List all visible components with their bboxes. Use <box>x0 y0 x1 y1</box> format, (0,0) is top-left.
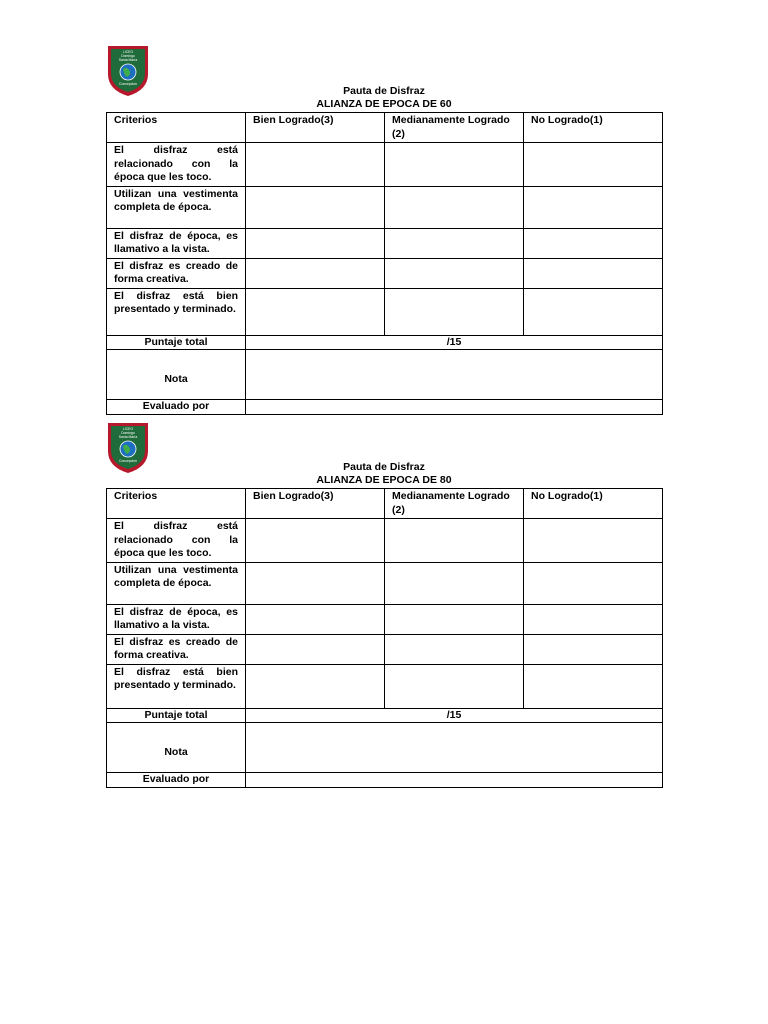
logo-text-1: LICEO <box>122 50 134 54</box>
rubric-titles <box>106 461 662 487</box>
criterion-cell: Utilizan una vestimenta completa de época. <box>107 562 246 604</box>
total-value[interactable]: /15 <box>246 708 663 723</box>
rubric-table <box>106 488 663 788</box>
score-cell[interactable] <box>524 562 663 604</box>
total-row <box>107 335 663 350</box>
logo-text-4: Concepción <box>119 459 137 463</box>
score-cell[interactable] <box>385 634 524 664</box>
logo-text-3: Santa María <box>118 58 138 62</box>
evaluated-label: Evaluado por <box>107 773 246 788</box>
evaluated-value[interactable] <box>246 400 663 415</box>
table-row <box>107 186 663 228</box>
nota-label: Nota <box>107 723 246 773</box>
evaluated-row <box>107 400 663 415</box>
rubric-title: Pauta de Disfraz <box>343 85 425 97</box>
criterion-cell: El disfraz de época, es llamativo a la vista. <box>107 228 246 258</box>
score-cell[interactable] <box>246 228 385 258</box>
score-cell[interactable] <box>524 604 663 634</box>
criterion-cell: El disfraz es creado de forma creativa. <box>107 634 246 664</box>
header-row <box>107 113 663 143</box>
evaluated-row <box>107 773 663 788</box>
logo-text-3: Santa María <box>118 435 138 439</box>
total-label: Puntaje total <box>107 335 246 350</box>
table-row <box>107 562 663 604</box>
score-cell[interactable] <box>524 288 663 335</box>
rubric-titles <box>106 85 662 111</box>
header-criterios: Criterios <box>107 113 246 143</box>
rubric-subtitle: ALIANZA DE EPOCA DE 60 <box>316 98 452 110</box>
nota-row <box>107 350 663 400</box>
table-row <box>107 634 663 664</box>
score-cell[interactable] <box>246 604 385 634</box>
table-row <box>107 288 663 335</box>
score-cell[interactable] <box>524 143 663 187</box>
nota-label: Nota <box>107 350 246 400</box>
score-cell[interactable] <box>246 186 385 228</box>
score-cell[interactable] <box>246 664 385 708</box>
score-cell[interactable] <box>385 664 524 708</box>
total-row <box>107 708 663 723</box>
score-cell[interactable] <box>385 288 524 335</box>
logo-text-4: Concepción <box>119 82 137 86</box>
logo-text-2: Domingo <box>121 431 135 435</box>
nota-row <box>107 723 663 773</box>
criterion-cell: El disfraz es creado de forma creativa. <box>107 258 246 288</box>
criterion-cell: El disfraz está bien presentado y terminado. <box>107 664 246 708</box>
evaluated-label: Evaluado por <box>107 400 246 415</box>
score-cell[interactable] <box>385 519 524 563</box>
header-criterios: Criterios <box>107 489 246 519</box>
table-row <box>107 228 663 258</box>
criterion-cell: El disfraz de época, es llamativo a la vista. <box>107 604 246 634</box>
table-row <box>107 143 663 187</box>
score-cell[interactable] <box>246 634 385 664</box>
header-no-logrado: No Logrado(1) <box>524 113 663 143</box>
criterion-cell: El disfraz está bien presentado y terminado. <box>107 288 246 335</box>
score-cell[interactable] <box>385 228 524 258</box>
score-cell[interactable] <box>246 562 385 604</box>
score-cell[interactable] <box>385 604 524 634</box>
nota-value[interactable] <box>246 723 663 773</box>
evaluated-value[interactable] <box>246 773 663 788</box>
table-row <box>107 519 663 563</box>
logo-text-2: Domingo <box>121 54 135 58</box>
total-label: Puntaje total <box>107 708 246 723</box>
score-cell[interactable] <box>385 562 524 604</box>
score-cell[interactable] <box>524 228 663 258</box>
nota-value[interactable] <box>246 350 663 400</box>
score-cell[interactable] <box>524 258 663 288</box>
score-cell[interactable] <box>385 258 524 288</box>
score-cell[interactable] <box>385 143 524 187</box>
score-cell[interactable] <box>246 143 385 187</box>
table-row <box>107 258 663 288</box>
header-no-logrado: No Logrado(1) <box>524 489 663 519</box>
score-cell[interactable] <box>246 258 385 288</box>
criterion-cell: El disfraz está relacionado con la época que les toco. <box>107 519 246 563</box>
header-medianamente-logrado: Medianamente Logrado (2) <box>385 113 524 143</box>
score-cell[interactable] <box>246 288 385 335</box>
rubric-table <box>106 112 663 415</box>
score-cell[interactable] <box>246 519 385 563</box>
header-bien-logrado: Bien Logrado(3) <box>246 489 385 519</box>
header-row <box>107 489 663 519</box>
rubric-subtitle: ALIANZA DE EPOCA DE 80 <box>316 474 452 486</box>
criterion-cell: El disfraz está relacionado con la época que les toco. <box>107 143 246 187</box>
total-value[interactable]: /15 <box>246 335 663 350</box>
header-medianamente-logrado: Medianamente Logrado (2) <box>385 489 524 519</box>
table-row <box>107 604 663 634</box>
table-row <box>107 664 663 708</box>
rubric-title: Pauta de Disfraz <box>343 461 425 473</box>
score-cell[interactable] <box>524 634 663 664</box>
score-cell[interactable] <box>524 664 663 708</box>
criterion-cell: Utilizan una vestimenta completa de época. <box>107 186 246 228</box>
score-cell[interactable] <box>524 186 663 228</box>
score-cell[interactable] <box>385 186 524 228</box>
logo-text-1: LICEO <box>122 427 134 431</box>
header-bien-logrado: Bien Logrado(3) <box>246 113 385 143</box>
score-cell[interactable] <box>524 519 663 563</box>
